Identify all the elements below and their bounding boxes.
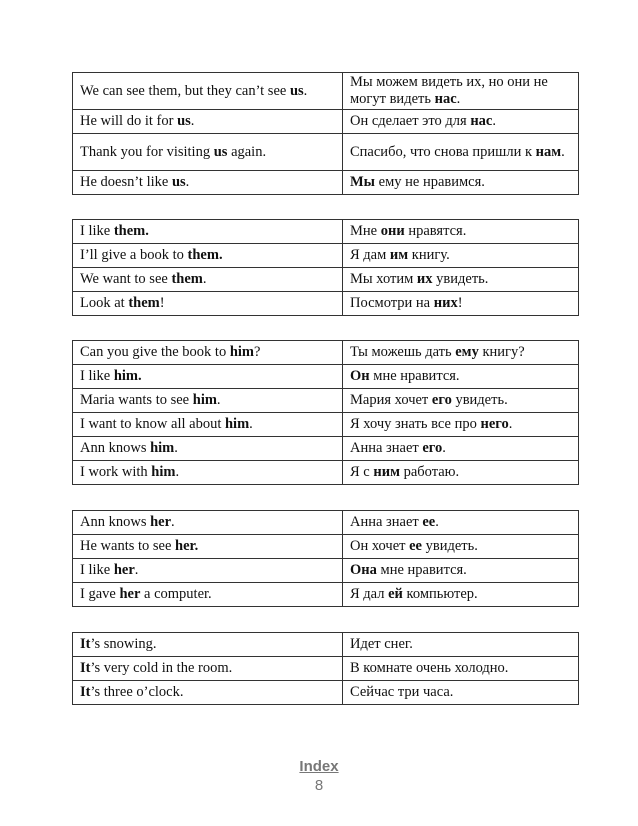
sentence-text: ему не нравимся. — [375, 174, 485, 190]
russian-translation-cell — [343, 110, 579, 134]
highlighted-pronoun: них — [433, 295, 458, 311]
russian-translation-cell — [343, 268, 579, 292]
sentence-text: увидеть. — [451, 392, 508, 408]
sentence-text: again. — [227, 143, 267, 160]
highlighted-pronoun: Она — [350, 562, 377, 578]
sentence-text: I like — [80, 562, 114, 578]
sentence-text: мне нравится. — [369, 368, 460, 384]
highlighted-pronoun: her — [119, 586, 141, 602]
highlighted-pronoun: her — [113, 562, 135, 578]
russian-translation-cell — [343, 583, 579, 607]
table-row — [73, 535, 579, 559]
table-row — [73, 583, 579, 607]
table-row — [73, 461, 579, 485]
english-sentence-cell — [73, 633, 343, 657]
table-row — [73, 134, 579, 171]
sentence-text: I like — [80, 223, 114, 239]
pronoun-table-us — [72, 72, 579, 195]
sentence-text: Look at — [80, 295, 129, 311]
table-row — [73, 633, 579, 657]
sentence-text: . — [175, 464, 180, 480]
sentence-text: Мы можем видеть их, но они не могут видеть — [350, 74, 548, 107]
english-sentence-cell — [73, 413, 343, 437]
sentence-text: Мне — [350, 223, 381, 239]
russian-translation-cell — [343, 292, 579, 316]
highlighted-pronoun: они — [380, 223, 405, 239]
sentence-text: Сейчас три часа. — [350, 684, 454, 700]
table-row — [73, 413, 579, 437]
highlighted-pronoun: Он — [350, 368, 370, 384]
table-body — [73, 341, 579, 485]
sentence-text: ’s snowing. — [90, 636, 157, 652]
sentence-text: ? — [254, 344, 261, 360]
sentence-text: Анна знает — [350, 440, 423, 456]
highlighted-pronoun: us — [177, 113, 191, 129]
sentence-text: . — [249, 416, 253, 432]
sentence-text: Я хочу знать все про — [350, 416, 481, 432]
sentence-text: I like — [80, 368, 114, 384]
pronoun-table-him — [72, 340, 579, 485]
highlighted-pronoun: ее — [422, 514, 436, 530]
sentence-text: ! — [159, 295, 165, 311]
sentence-text: Я дам — [350, 247, 390, 263]
sentence-text: работаю. — [399, 464, 460, 480]
sentence-text: . — [185, 174, 190, 190]
highlighted-pronoun: ей — [388, 586, 403, 602]
table-row — [73, 365, 579, 389]
sentence-text: Посмотри на — [350, 295, 434, 311]
sentence-text: Идет снег. — [350, 636, 413, 652]
table-row — [73, 292, 579, 316]
sentence-text: компьютер. — [402, 586, 478, 602]
sentence-text: книгу? — [478, 344, 525, 360]
highlighted-pronoun: ему — [455, 344, 479, 360]
sentence-text: . — [508, 416, 513, 432]
sentence-text: I work with — [80, 464, 152, 480]
english-sentence-cell — [73, 110, 343, 134]
table-body — [73, 73, 579, 195]
english-sentence-cell — [73, 341, 343, 365]
sentence-text: увидеть. — [422, 538, 478, 554]
highlighted-pronoun: его — [431, 392, 452, 408]
sentence-text: . — [216, 392, 221, 408]
sentence-text: Анна знает — [350, 514, 423, 530]
page-footer — [0, 758, 638, 796]
russian-translation-cell — [343, 559, 579, 583]
highlighted-pronoun: им — [389, 247, 409, 263]
highlighted-pronoun: him — [151, 464, 176, 480]
highlighted-pronoun: us — [171, 174, 186, 190]
sentence-text: . — [435, 514, 439, 530]
sentence-text: . — [171, 514, 175, 530]
table-row — [73, 73, 579, 110]
sentence-text: I gave — [80, 586, 120, 602]
sentence-text: Thank you for visiting — [80, 143, 214, 160]
sentence-text: ! — [457, 295, 463, 311]
sentence-text: Я дал — [350, 586, 389, 602]
english-sentence-cell — [73, 535, 343, 559]
table-body — [73, 633, 579, 705]
table-body — [73, 511, 579, 607]
highlighted-pronoun: Мы — [350, 174, 376, 190]
russian-translation-cell — [343, 389, 579, 413]
highlighted-pronoun: него — [480, 416, 509, 432]
sentence-text: He doesn’t like — [80, 174, 172, 190]
english-sentence-cell — [73, 134, 343, 171]
sentence-text: a computer. — [140, 586, 212, 602]
russian-translation-cell — [343, 413, 579, 437]
sentence-text: Я с — [350, 464, 374, 480]
highlighted-pronoun: us — [213, 143, 228, 160]
highlighted-pronoun: нас — [434, 91, 457, 107]
sentence-text: Ты можешь дать — [350, 344, 456, 360]
russian-translation-cell — [343, 535, 579, 559]
sentence-text: Мария хочет — [350, 392, 432, 408]
english-sentence-cell — [73, 461, 343, 485]
highlighted-pronoun: him. — [113, 368, 142, 384]
sentence-text: We can see them, but they can’t see — [80, 82, 290, 99]
english-sentence-cell — [73, 389, 343, 413]
russian-translation-cell — [343, 171, 579, 195]
table-body — [73, 220, 579, 316]
pronoun-table-them — [72, 219, 579, 316]
sentence-text: . — [174, 440, 178, 456]
table-row — [73, 341, 579, 365]
russian-translation-cell — [343, 365, 579, 389]
russian-translation-cell — [343, 461, 579, 485]
sentence-text: He will do it for — [80, 113, 178, 129]
russian-translation-cell — [343, 633, 579, 657]
sentence-text: . — [190, 113, 195, 129]
highlighted-pronoun: ее — [409, 538, 422, 554]
highlighted-pronoun: нам — [535, 143, 562, 160]
table-row — [73, 681, 579, 705]
pronoun-table-her — [72, 510, 579, 607]
english-sentence-cell — [73, 292, 343, 316]
sentence-text: Maria wants to see — [80, 392, 193, 408]
table-row — [73, 171, 579, 195]
sentence-text: I want to know all about — [80, 416, 225, 432]
highlighted-pronoun: их — [416, 271, 433, 287]
sentence-text: нравятся. — [404, 223, 467, 239]
sentence-text: . — [492, 113, 496, 129]
table-row — [73, 110, 579, 134]
table-row — [73, 389, 579, 413]
english-sentence-cell — [73, 583, 343, 607]
russian-translation-cell — [343, 73, 579, 110]
highlighted-pronoun: him — [192, 392, 217, 408]
sentence-text: . — [442, 440, 446, 456]
sentence-text: Спасибо, что снова пришли к — [350, 143, 536, 160]
sentence-text: Ann knows — [80, 514, 151, 530]
highlighted-pronoun: him — [150, 440, 175, 456]
sentence-text: ’s three o’clock. — [90, 684, 184, 700]
highlighted-pronoun: It — [80, 684, 91, 700]
sentence-text: увидеть. — [432, 271, 489, 287]
russian-translation-cell — [343, 341, 579, 365]
russian-translation-cell — [343, 244, 579, 268]
english-sentence-cell — [73, 268, 343, 292]
sentence-text: He wants to see — [80, 538, 176, 554]
english-sentence-cell — [73, 244, 343, 268]
sentence-text: . — [561, 143, 565, 160]
highlighted-pronoun: her — [150, 514, 172, 530]
english-sentence-cell — [73, 681, 343, 705]
sentence-text: Он сделает это для — [350, 113, 471, 129]
highlighted-pronoun: him — [224, 416, 250, 432]
sentence-text: I’ll give a book to — [80, 247, 188, 263]
highlighted-pronoun: them — [171, 271, 203, 287]
highlighted-pronoun: us — [289, 82, 304, 99]
highlighted-pronoun: her. — [175, 538, 199, 554]
sentence-text: ’s very cold in the room. — [90, 660, 233, 676]
sentence-text: . — [303, 82, 308, 99]
english-sentence-cell — [73, 559, 343, 583]
sentence-text: . — [134, 562, 139, 578]
sentence-text: . — [456, 91, 461, 107]
sentence-text: Мы хотим — [350, 271, 417, 287]
highlighted-pronoun: его — [422, 440, 443, 456]
sentence-text: мне нравится. — [376, 562, 467, 578]
page-number: 8 — [314, 777, 324, 794]
sentence-text: Can you give the book to — [80, 344, 230, 360]
table-row — [73, 657, 579, 681]
english-sentence-cell — [73, 220, 343, 244]
russian-translation-cell — [343, 437, 579, 461]
sentence-text: Ann knows — [80, 440, 151, 456]
english-sentence-cell — [73, 657, 343, 681]
sentence-text: We want to see — [80, 271, 172, 287]
english-sentence-cell — [73, 437, 343, 461]
table-row — [73, 559, 579, 583]
pronoun-table-it — [72, 632, 579, 705]
index-link[interactable]: Index — [299, 758, 339, 775]
english-sentence-cell — [73, 365, 343, 389]
highlighted-pronoun: ним — [373, 464, 400, 480]
highlighted-pronoun: It — [80, 636, 91, 652]
table-row — [73, 511, 579, 535]
sentence-text: В комнате очень холодно. — [350, 660, 509, 676]
highlighted-pronoun: them. — [187, 247, 223, 263]
table-row — [73, 220, 579, 244]
sentence-text: Он хочет — [350, 538, 410, 554]
highlighted-pronoun: нас — [470, 113, 493, 129]
table-row — [73, 244, 579, 268]
highlighted-pronoun: him — [229, 344, 254, 360]
highlighted-pronoun: them. — [113, 223, 149, 239]
sentence-text: книгу. — [408, 247, 450, 263]
russian-translation-cell — [343, 220, 579, 244]
table-row — [73, 268, 579, 292]
russian-translation-cell — [343, 657, 579, 681]
russian-translation-cell — [343, 681, 579, 705]
russian-translation-cell — [343, 511, 579, 535]
highlighted-pronoun: them — [128, 295, 160, 311]
english-sentence-cell — [73, 511, 343, 535]
english-sentence-cell — [73, 171, 343, 195]
russian-translation-cell — [343, 134, 579, 171]
sentence-text: . — [202, 271, 207, 287]
table-row — [73, 437, 579, 461]
english-sentence-cell — [73, 73, 343, 110]
highlighted-pronoun: It — [80, 660, 91, 676]
